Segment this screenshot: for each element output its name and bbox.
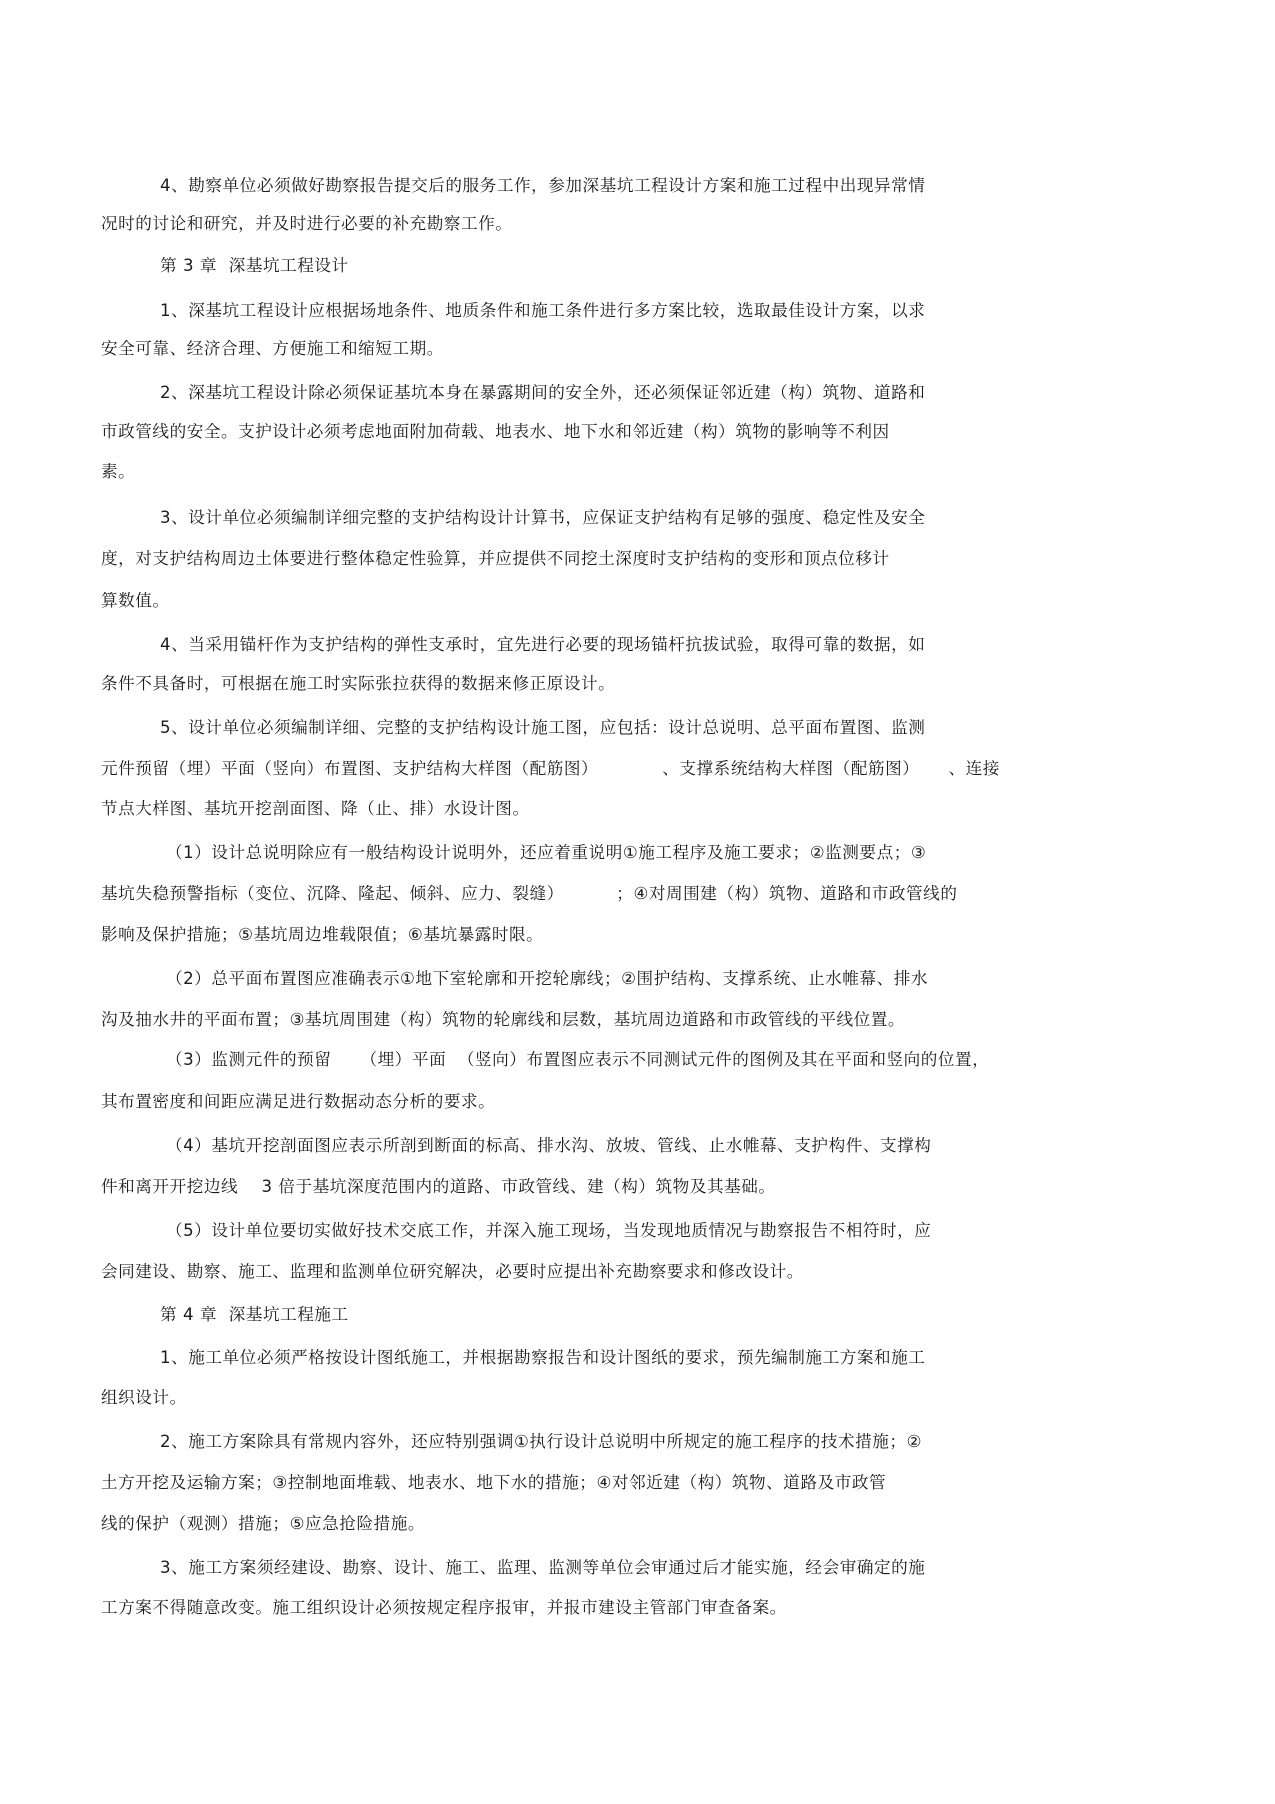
text-line: 节点大样图、基坑开挖剖面图、降（止、排）水设计图。 (101, 799, 530, 818)
text-line: （1）设计总说明除应有一般结构设计说明外，还应着重说明①施工程序及施工要求；②监测要点；③ (166, 843, 927, 862)
text-line: 组织设计。 (101, 1388, 187, 1407)
text-line: 会同建设、勘察、施工、监理和监测单位研究解决，必要时应提出补充勘察要求和修改设计。 (101, 1262, 804, 1281)
text-line: 土方开挖及运输方案；③控制地面堆载、地表水、地下水的措施；④对邻近建（构）筑物、道路及市政管 (101, 1473, 887, 1492)
text-line: （5）设计单位要切实做好技术交底工作，并深入施工现场，当发现地质情况与勘察报告不相符时，应 (166, 1221, 932, 1240)
text-line: 市政管线的安全。支护设计必须考虑地面附加荷载、地表水、地下水和邻近建（构）筑物的影响等不利因 (101, 422, 890, 441)
text-line: 影响及保护措施；⑤基坑周边堆载限值；⑥基坑暴露时限。 (101, 925, 544, 944)
text-line: 条件不具备时，可根据在施工时实际张拉获得的数据来修正原设计。 (101, 674, 616, 693)
text-line: 基坑失稳预警指标（变位、沉降、隆起、倾斜、应力、裂缝） ；④对周围建（构）筑物、道路和市政管线的 (101, 884, 958, 903)
text-line: 元件预留（埋）平面（竖向）布置图、支护结构大样图（配筋图） 、支撑系统结构大样图（配筋图） 、连接 (101, 759, 1000, 778)
text-line: （3）监测元件的预留 （埋）平面 （竖向）布置图应表示不同测试元件的图例及其在平面和竖向的位置， (166, 1050, 990, 1069)
text-line: 5、设计单位必须编制详细、完整的支护结构设计施工图，应包括：设计总说明、总平面布置图、监测 (160, 718, 926, 737)
text-line: 4、勘察单位必须做好勘察报告提交后的服务工作，参加深基坑工程设计方案和施工过程中出现异常情 (160, 176, 926, 195)
text-line: 2、深基坑工程设计除必须保证基坑本身在暴露期间的安全外，还必须保证邻近建（构）筑物、道路和 (160, 383, 926, 402)
text-line: 3、设计单位必须编制详细完整的支护结构设计计算书，应保证支护结构有足够的强度、稳定性及安全 (160, 508, 926, 527)
text-line: （2）总平面布置图应准确表示①地下室轮廓和开挖轮廓线；②围护结构、支撑系统、止水帷幕、排水 (166, 969, 928, 988)
text-line: 4、当采用锚杆作为支护结构的弹性支承时，宜先进行必要的现场锚杆抗拔试验，取得可靠的数据，如 (160, 635, 926, 654)
text-line: 素。 (101, 462, 136, 481)
text-line: 件和离开开挖边线 3 倍于基坑深度范围内的道路、市政管线、建（构）筑物及其基础。 (101, 1177, 776, 1196)
chapter-heading: 第 4 章 深基坑工程施工 (160, 1305, 349, 1324)
text-line: 3、施工方案须经建设、勘察、设计、施工、监理、监测等单位会审通过后才能实施，经会审确定的施 (160, 1558, 926, 1577)
text-line: 安全可靠、经济合理、方便施工和缩短工期。 (101, 339, 444, 358)
text-line: （4）基坑开挖剖面图应表示所剖到断面的标高、排水沟、放坡、管线、止水帷幕、支护构件、支撑构 (166, 1136, 932, 1155)
text-line: 线的保护（观测）措施；⑤应急抢险措施。 (101, 1514, 426, 1533)
text-line: 1、深基坑工程设计应根据场地条件、地质条件和施工条件进行多方案比较，选取最佳设计方案，以求 (160, 301, 926, 320)
chapter-heading: 第 3 章 深基坑工程设计 (160, 256, 349, 275)
text-line: 况时的讨论和研究，并及时进行必要的补充勘察工作。 (101, 214, 513, 233)
text-line: 1、施工单位必须严格按设计图纸施工，并根据勘察报告和设计图纸的要求，预先编制施工方案和施工 (160, 1348, 926, 1367)
text-line: 工方案不得随意改变。施工组织设计必须按规定程序报审，并报市建设主管部门审查备案。 (101, 1598, 787, 1617)
text-line: 其布置密度和间距应满足进行数据动态分析的要求。 (101, 1092, 496, 1111)
text-line: 算数值。 (101, 591, 170, 610)
text-line: 2、施工方案除具有常规内容外，还应特别强调①执行设计总说明中所规定的施工程序的技术措施；② (160, 1432, 922, 1451)
text-line: 沟及抽水井的平面布置；③基坑周围建（构）筑物的轮廓线和层数，基坑周边道路和市政管线的平线位置。 (101, 1010, 906, 1029)
text-line: 度，对支护结构周边土体要进行整体稳定性验算，并应提供不同挖土深度时支护结构的变形和顶点位移计 (101, 549, 890, 568)
